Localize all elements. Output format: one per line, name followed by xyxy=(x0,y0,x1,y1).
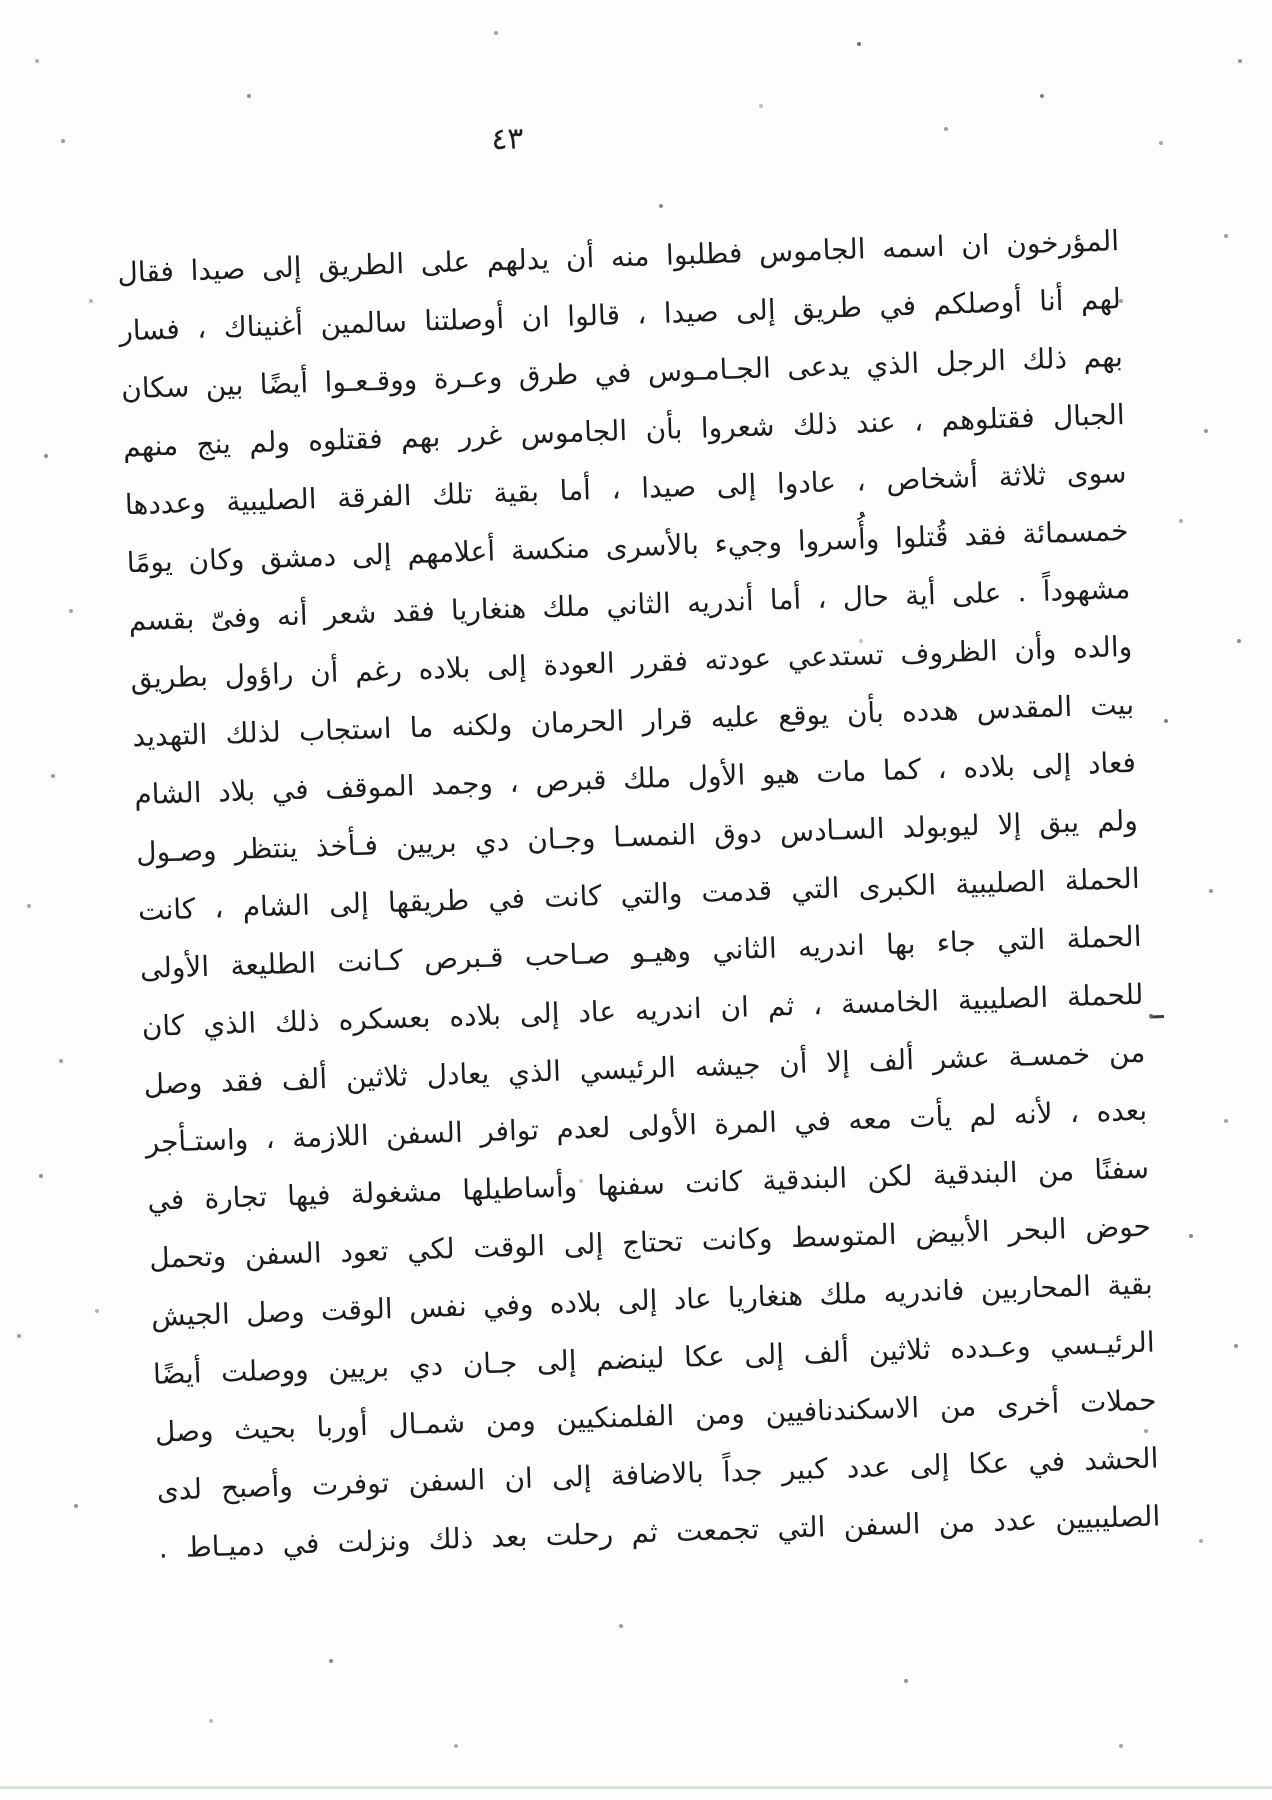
text-line: الجبال فقتلوهم ، عند ذلك شعروا بأن الجاموس غرر بهم فقتلوه ولم ينج منهم xyxy=(122,397,1126,464)
text-line: الصليبيين عدد من السفن التي تجمعت ثم رحلت بعد ذلك ونزلت في دميـاط . xyxy=(158,1499,1161,1565)
text-line: فعاد إلى بلاده ، كما مات هيو الأول ملك قبرص ، وجمد الموقف في بلاد الشام xyxy=(133,745,1137,812)
text-line: والده وأن الظروف تستدعي عودته فقرر العودة إلى بلاده رغم أن راؤول بطريق xyxy=(130,629,1133,696)
text-line: بقية المحاربين فاندريه ملك هنغاريا عاد إلى بلاده وفي نفس الوقت وصل الجيش xyxy=(150,1267,1154,1333)
text-line: بهم ذلك الرجل الذي يدعى الجـامـوس في طرق وعـرة ووقـعـوا أيضًا بين سكان xyxy=(120,340,1124,406)
text-line: المؤرخون ان اسمه الجاموس فطلبوا منه أن يدلهم على الطريق إلى صيدا فقال xyxy=(116,224,1120,290)
text-line: ولم يبق إلا ليوبولد السـادس دوق النمسـا وجـان دي بريين فـأخذ ينتظر وصـول xyxy=(135,803,1139,870)
margin-mark xyxy=(1150,1015,1164,1018)
text-line: لهم أنا أوصلكم في طريق إلى صيدا ، قالوا ان أوصلتنا سالمين أغنيناك ، فسار xyxy=(118,282,1122,348)
text-line: الحملة الصليبية الكبرى التي قدمت والتي كانت في طريقها إلى الشام ، كانت xyxy=(137,861,1141,928)
text-line: بعده ، لأنه لم يأت معه في المرة الأولى لعدم توافر السفن اللازمة ، واستـأجر xyxy=(145,1093,1148,1159)
text-line: الحملة التي جاء بها اندريه الثاني وهيـو صـاحب قـبرص كـانت الطليعة الأولى xyxy=(139,919,1142,986)
text-line: حملات أخرى من الاسكندنافيين ومن الفلمنكيين ومن شمـال أوربا بحيث وصل xyxy=(154,1383,1157,1449)
text-line: الرئيـسي وعـدده ثلاثين ألف إلى عكا لينضم إلى جـان دي بريين ووصلت أيضًا xyxy=(152,1325,1156,1391)
text-line: حوض البحر الأبيض المتوسط وكانت تحتاج إلى الوقت لكي تعود السفن وتحمل xyxy=(148,1209,1152,1275)
text-line: مشهوداً . على أية حال ، أما أندريه الثاني ملك هنغاريا فقد شعر أنه وفىّ بقسم xyxy=(128,571,1131,638)
body-text-block xyxy=(117,212,1162,1578)
text-line: سفنًا من البندقية لكن البندقية كانت سفنها وأساطيلها مشغولة فيها تجارة في xyxy=(146,1151,1150,1217)
page-number: ٤٣ xyxy=(490,121,525,158)
scan-noise-specks xyxy=(0,0,2,2)
text-line: الحشد في عكا إلى عدد كبير جداً بالاضافة إلى ان السفن توفرت وأصبح لدى xyxy=(156,1441,1159,1507)
scan-edge-line xyxy=(0,1786,1272,1789)
text-line: خمسمائة فقد قُتلوا وأُسروا وجيء بالأسرى منكسة أعلامهم إلى دمشق وكان يومًا xyxy=(126,513,1129,580)
text-line: للحملة الصليبية الخامسة ، ثم ان اندريه عاد إلى بلاده بعسكره ذلك الذي كان xyxy=(141,977,1144,1044)
text-line: من خمسـة عشر ألف إلا أن جيشه الرئيسي الذي يعادل ثلاثين ألف فقد وصل xyxy=(143,1035,1146,1101)
text-line: بيت المقدس هدده بأن يوقع عليه قرار الحرمان ولكنه ما استجاب لذلك التهديد xyxy=(131,687,1135,754)
text-line: سوى ثلاثة أشخاص ، عادوا إلى صيدا ، أما بقية تلك الفرقة الصليبية وعددها xyxy=(124,455,1127,522)
